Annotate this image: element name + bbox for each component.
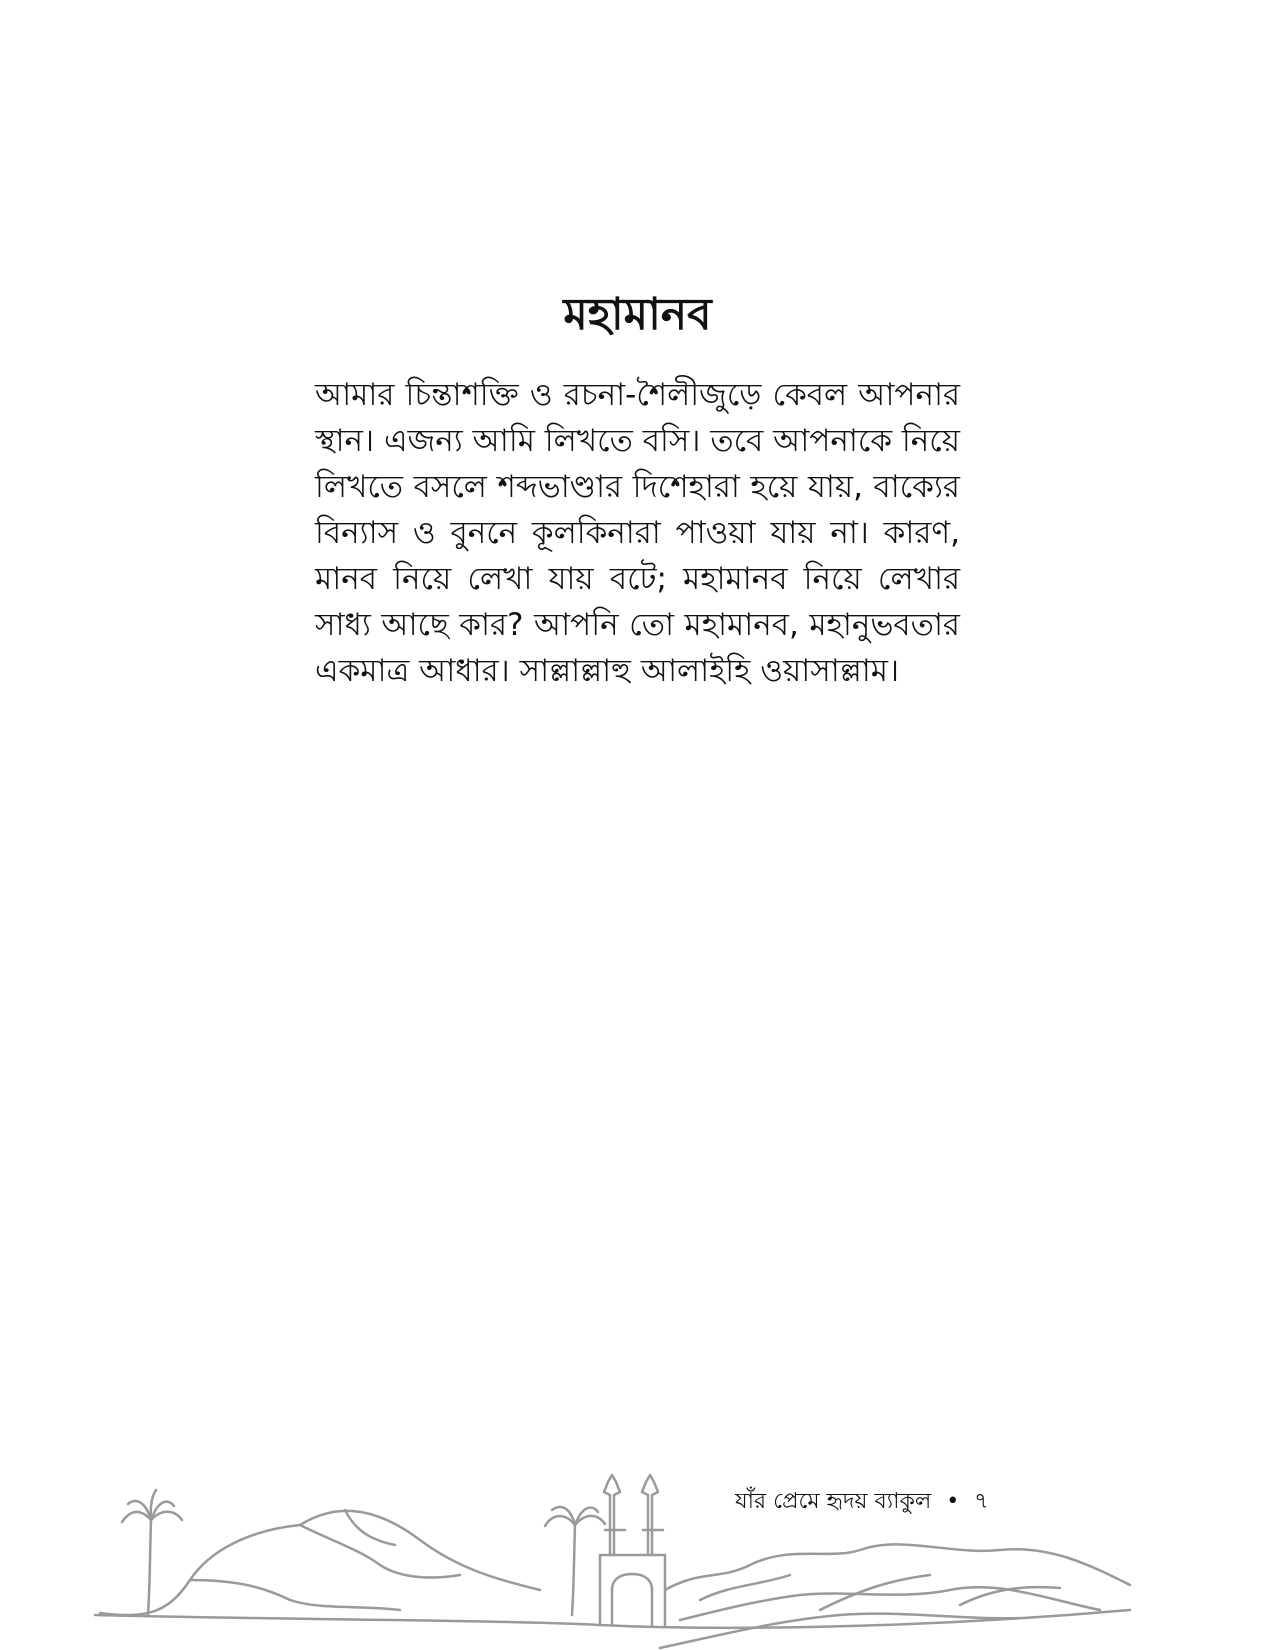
page-number: ৭ — [974, 1489, 989, 1514]
palm-tree-left-icon — [122, 1490, 182, 1615]
footer-book-title: যাঁর প্রেমে হৃদয় ব্যাকুল — [735, 1489, 932, 1514]
hills-right-icon — [660, 1544, 1130, 1648]
palm-tree-center-icon — [545, 1507, 605, 1615]
body-paragraph: আমার চিন্তাশক্তি ও রচনা-শৈলীজুড়ে কেবল আপনার স্থান। এজন্য আমি লিখতে বসি। তবে আপনাকে নিয়ে লিখতে বসলে শব্দভাণ্ডার দিশেহারা হয়ে যায়, বাক্যের বিন্যাস ও বুননে কূলকিনারা পাওয়া যায় না। কারণ, মানব নিয়ে লেখা যায় বটে; মহামানব নিয়ে লেখার সাধ্য আছে কার? আপনি তো মহামানব, মহানুভবতার একমাত্র আধার। সাল্লাল্লাহু আলাইহি ওয়াসাল্লাম। — [315, 377, 960, 689]
footer-landscape-illustration — [0, 1470, 1275, 1650]
page-title: মহামানব — [563, 289, 712, 340]
hills-left-icon — [100, 1510, 540, 1615]
footer-separator: • — [946, 1489, 960, 1514]
kaaba-icon — [600, 1475, 665, 1625]
